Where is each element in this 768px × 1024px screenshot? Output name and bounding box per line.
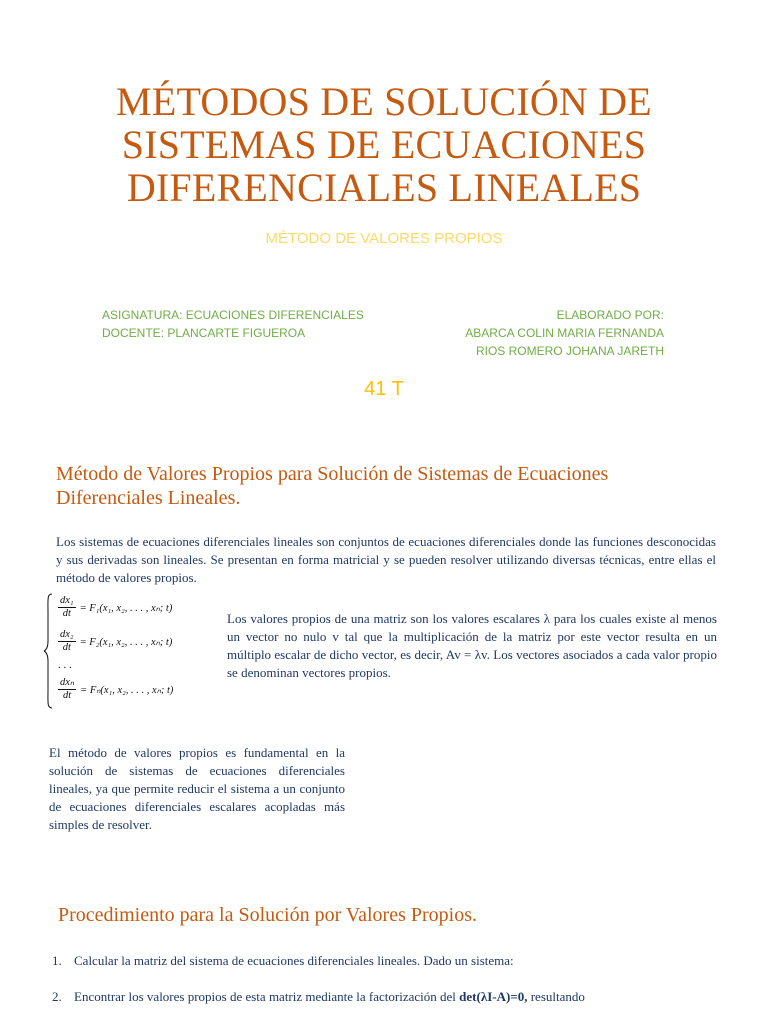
teacher-label: DOCENTE: PLANCARTE FIGUEROA bbox=[102, 326, 306, 340]
author-2: RIOS ROMERO JOHANA JARETH bbox=[475, 344, 664, 358]
title-line-1: MÉTODOS DE SOLUCIÓN DE bbox=[116, 79, 652, 124]
left-brace-icon bbox=[44, 593, 54, 709]
document-title bbox=[40, 80, 728, 209]
group-label: 41 T bbox=[364, 378, 404, 400]
paragraph-eigenvalues: Los valores propios de una matriz son los valores escalares λ para los cuales existe al menos un vector no nulo v tal que la multiplicación de la matriz por este vector resulta en un múltiplo escalar de dicho vector, es decir, Av = λv. Los vectores asociados a cada valor propio se denominan vectores propios. bbox=[227, 611, 717, 680]
list-item-text: Calcular la matriz del sistema de ecuaciones diferenciales lineales. Dado un sistema: bbox=[74, 953, 514, 968]
paragraph-intro: Los sistemas de ecuaciones diferenciales lineales son conjuntos de ecuaciones diferenciales donde las funciones desconocidas y sus derivadas son lineales. Se presentan en forma matricial y se pueden resolver utilizando diversas técnicas, entre ellas el método de valores propios. bbox=[56, 534, 716, 585]
eq2-denominator: dt bbox=[62, 642, 71, 653]
list-item-number: 1. bbox=[52, 953, 62, 968]
heading-line-2: Diferenciales Lineales. bbox=[56, 487, 241, 509]
heading-line-1: Método de Valores Propios para Solución de Sistemas de Ecuaciones bbox=[56, 463, 609, 485]
paragraph-importance: El método de valores propios es fundamental en la solución de sistemas de ecuaciones diferenciales lineales, ya que permite reducir el sistema a un conjunto de ecuaciones diferenciales escalares acopladas más simples de resolver. bbox=[49, 745, 345, 832]
equation-system bbox=[44, 593, 214, 711]
section-heading-method bbox=[56, 462, 716, 510]
authors-label: ELABORADO POR: bbox=[556, 308, 664, 322]
course-info bbox=[102, 306, 364, 342]
author-1: ABARCA COLIN MARIA FERNANDA bbox=[465, 326, 664, 340]
list-item bbox=[52, 952, 732, 970]
authors-info bbox=[465, 306, 664, 360]
eq2-numerator: dx₂ bbox=[60, 629, 74, 640]
equation-2 bbox=[58, 629, 172, 654]
determinant-formula: det(λI-A)=0, bbox=[459, 989, 528, 1004]
subject-label: ASIGNATURA: ECUACIONES DIFERENCIALES bbox=[102, 308, 364, 322]
eq3-denominator: dt bbox=[62, 690, 72, 701]
equation-ellipsis: . . . bbox=[58, 659, 72, 671]
title-line-3: DIFERENCIALES LINEALES bbox=[126, 165, 642, 210]
document-subtitle: MÉTODO DE VALORES PROPIOS bbox=[265, 230, 503, 247]
equation-3 bbox=[58, 677, 173, 702]
list-item-text-tail: resultando bbox=[527, 989, 585, 1004]
eq1-denominator: dt bbox=[62, 608, 71, 619]
eq1-numerator: dx₁ bbox=[60, 595, 74, 606]
list-item-text: Encontrar los valores propios de esta matriz mediante la factorización del bbox=[74, 989, 460, 1004]
eq3-numerator: dxₙ bbox=[60, 677, 75, 688]
list-item-number: 2. bbox=[52, 989, 62, 1004]
equation-1 bbox=[58, 595, 172, 620]
list-item bbox=[52, 988, 732, 1006]
section-heading-procedure: Procedimiento para la Solución por Valores Propios. bbox=[58, 904, 478, 926]
eq3-rhs: = Fₙ(x₁, x₂, . . . , xₙ; t) bbox=[80, 684, 174, 696]
eq2-rhs: = F₂(x₁, x₂, . . . , xₙ; t) bbox=[79, 636, 173, 648]
eq1-rhs: = F₁(x₁, x₂, . . . , xₙ; t) bbox=[79, 602, 173, 614]
title-line-2: SISTEMAS DE ECUACIONES bbox=[121, 122, 647, 167]
procedure-list bbox=[52, 952, 732, 1024]
